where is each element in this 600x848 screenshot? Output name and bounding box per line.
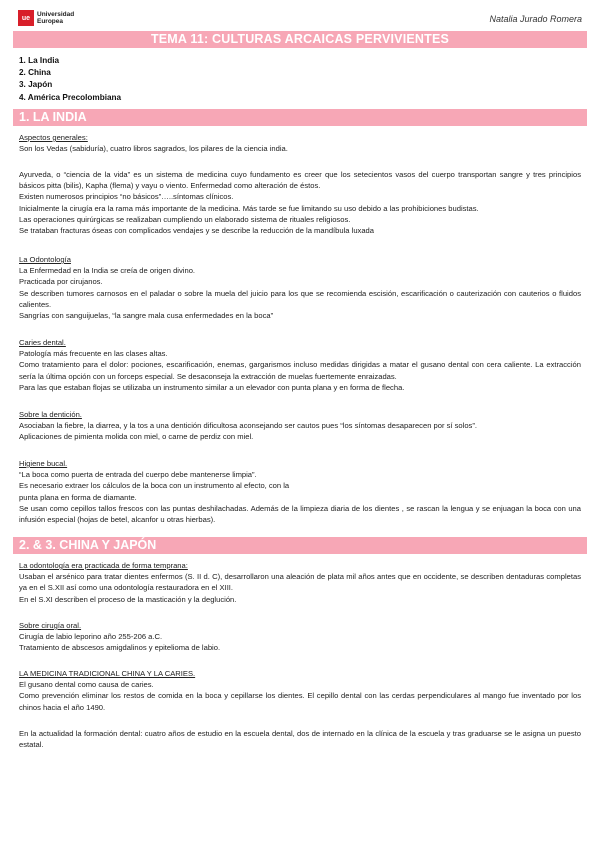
university-logo bbox=[18, 10, 74, 26]
document-title: TEMA 11: CULTURAS ARCAICAS PERVIVIENTES bbox=[13, 31, 587, 48]
author-name: Natalia Jurado Romera bbox=[489, 14, 582, 24]
paragraph: Usaban el arsénico para tratar dientes enfermos (S. II d. C), desarrollaron una aleación de plata mil años antes que en occidente, se describen dentaduras completas ya en el S.XII así como una odontología restauradora en el XIII. bbox=[19, 572, 581, 593]
subsection-title: Sobre cirugía oral. bbox=[19, 621, 82, 630]
toc-item: 4. América Precolombiana bbox=[19, 92, 122, 102]
subsection-title: Sobre la dentición. bbox=[19, 410, 82, 419]
page-header bbox=[18, 8, 582, 30]
paragraph: Las operaciones quirúrgicas se realizaban cumpliendo un elaborado sistema de rituales religiosos. bbox=[19, 214, 351, 224]
subsection-title: La Odontología bbox=[19, 255, 71, 264]
paragraph: Son los Vedas (sabiduría), cuatro libros sagrados, los pilares de la ciencia india. bbox=[19, 144, 288, 154]
subsection-title: La odontología era practicada de forma temprana: bbox=[19, 561, 188, 570]
paragraph: Como tratamiento para el dolor: pociones, escarificación, enemas, gargarismos incluso medidas dirigidas a matar el gusano dental con cera caliente. La extracción sería la última opción con un forceps especial. Se desaconseja la extracción de muelas fuertemente enraizadas. bbox=[19, 360, 581, 381]
odontologia-india bbox=[19, 254, 581, 321]
paragraph: Existen numerosos principios “no básicos”…..síntomas clínicos. bbox=[19, 192, 234, 202]
paragraph: “La boca como puerta de entrada del cuerpo debe mantenerse limpia”. bbox=[19, 470, 257, 480]
paragraph: Aplicaciones de pimienta molida con miel, o carne de perdiz con miel. bbox=[19, 432, 254, 442]
paragraph: Ayurveda, o “ciencia de la vida” es un sistema de medicina cuyo fundamento es creer que los setecientos vasos del cuerpo transportan sangre y tres principios básicos pitta (bilis), Kapha (flema) y vayu o viento. Enfermedad como alteración de éstos. bbox=[19, 170, 581, 191]
denticion bbox=[19, 409, 581, 443]
section-heading-china-japon: 2. & 3. CHINA Y JAPÓN bbox=[13, 537, 587, 554]
paragraph: Como prevención eliminar los restos de comida en la boca y cepillarse los dientes. El cepillo dental con las cerdas perpendiculares al mango fue inventado por los chinos hacia el año 1490. bbox=[19, 691, 581, 712]
paragraph: Se usan como cepillos tallos frescos con las puntas deshilachadas. Además de la limpieza diaria de los dientes , se rascan la lengua y se enjuagan la boca con una infusión especial (hojas de betel, alcanfor u otras hierbas). bbox=[19, 503, 581, 525]
paragraph: Inicialmente la cirugía era la rama más importante de la medicina. Más tarde se fue limitando su uso debido a las prohibiciones budistas. bbox=[19, 203, 479, 213]
logo-line-1: Universidad bbox=[37, 11, 75, 18]
caries-dental bbox=[19, 337, 581, 393]
paragraph: Se trataban fracturas óseas con complicados vendajes y se describe la reducción de la mandíbula luxada bbox=[19, 226, 375, 236]
odontologia-china bbox=[19, 560, 581, 605]
subsection-title: LA MEDICINA TRADICIONAL CHINA Y LA CARIES. bbox=[19, 669, 196, 678]
toc-item: 2. China bbox=[19, 68, 51, 78]
aspectos-generales bbox=[19, 132, 581, 154]
subsection-title: Aspectos generales: bbox=[19, 133, 88, 142]
ayurveda-block bbox=[19, 169, 581, 236]
logo-text bbox=[37, 11, 74, 25]
formacion-dental bbox=[19, 728, 581, 750]
paragraph: Patología más frecuente en las clases altas. bbox=[19, 349, 168, 359]
section-heading-india: 1. LA INDIA bbox=[13, 109, 587, 126]
paragraph: Cirugía de labio leporino año 255-206 a.C. bbox=[19, 632, 163, 642]
paragraph: Es necesario extraer los cálculos de la boca con un instrumento al efecto, con la bbox=[19, 481, 290, 491]
medicina-tradicional-china bbox=[19, 668, 581, 713]
paragraph: En la actualidad la formación dental: cuatro años de estudio en la escuela dental, dos de internado en la clínica de la escuela y tras graduarse se le asigna un puesto estatal. bbox=[19, 729, 581, 750]
paragraph: Tratamiento de abscesos amigdalinos y epitelioma de labio. bbox=[19, 643, 221, 653]
subsection-title: Caries dental. bbox=[19, 338, 66, 347]
paragraph: Para las que estaban flojas se utilizaba un instrumento similar a un elevador con punta plana y en forma de flecha. bbox=[19, 382, 405, 392]
paragraph: Se describen tumores carnosos en el paladar o sobre la muela del juicio para los que se recomienda escisión, escarificación o cauterización con cauterios o fluidos calientes. bbox=[19, 288, 581, 309]
paragraph: La Enfermedad en la India se creía de origen divino. bbox=[19, 266, 196, 276]
subsection-title: Higiene bucal. bbox=[19, 459, 68, 468]
cirugia-oral bbox=[19, 620, 581, 654]
paragraph: punta plana en forma de diamante. bbox=[19, 492, 137, 502]
logo-mark-icon: ue bbox=[18, 10, 34, 26]
toc-item: 1. La India bbox=[19, 56, 60, 65]
paragraph: En el S.XI describen el proceso de la masticación y la deglución. bbox=[19, 594, 237, 604]
paragraph: Practicada por cirujanos. bbox=[19, 277, 103, 287]
paragraph: El gusano dental como causa de caries. bbox=[19, 680, 154, 690]
toc-item: 3. Japón bbox=[19, 80, 53, 90]
paragraph: Asociaban la fiebre, la diarrea, y la tos a una dentición dificultosa aconsejando ser cautos pues “los síntomas desaparecen por sí solos”. bbox=[19, 421, 477, 431]
paragraph: Sangrías con sanguijuelas, “la sangre mala cusa enfermedades en la boca” bbox=[19, 311, 274, 321]
higiene-bucal bbox=[19, 458, 581, 525]
table-of-contents bbox=[19, 55, 121, 104]
logo-line-2: Europea bbox=[37, 18, 64, 25]
